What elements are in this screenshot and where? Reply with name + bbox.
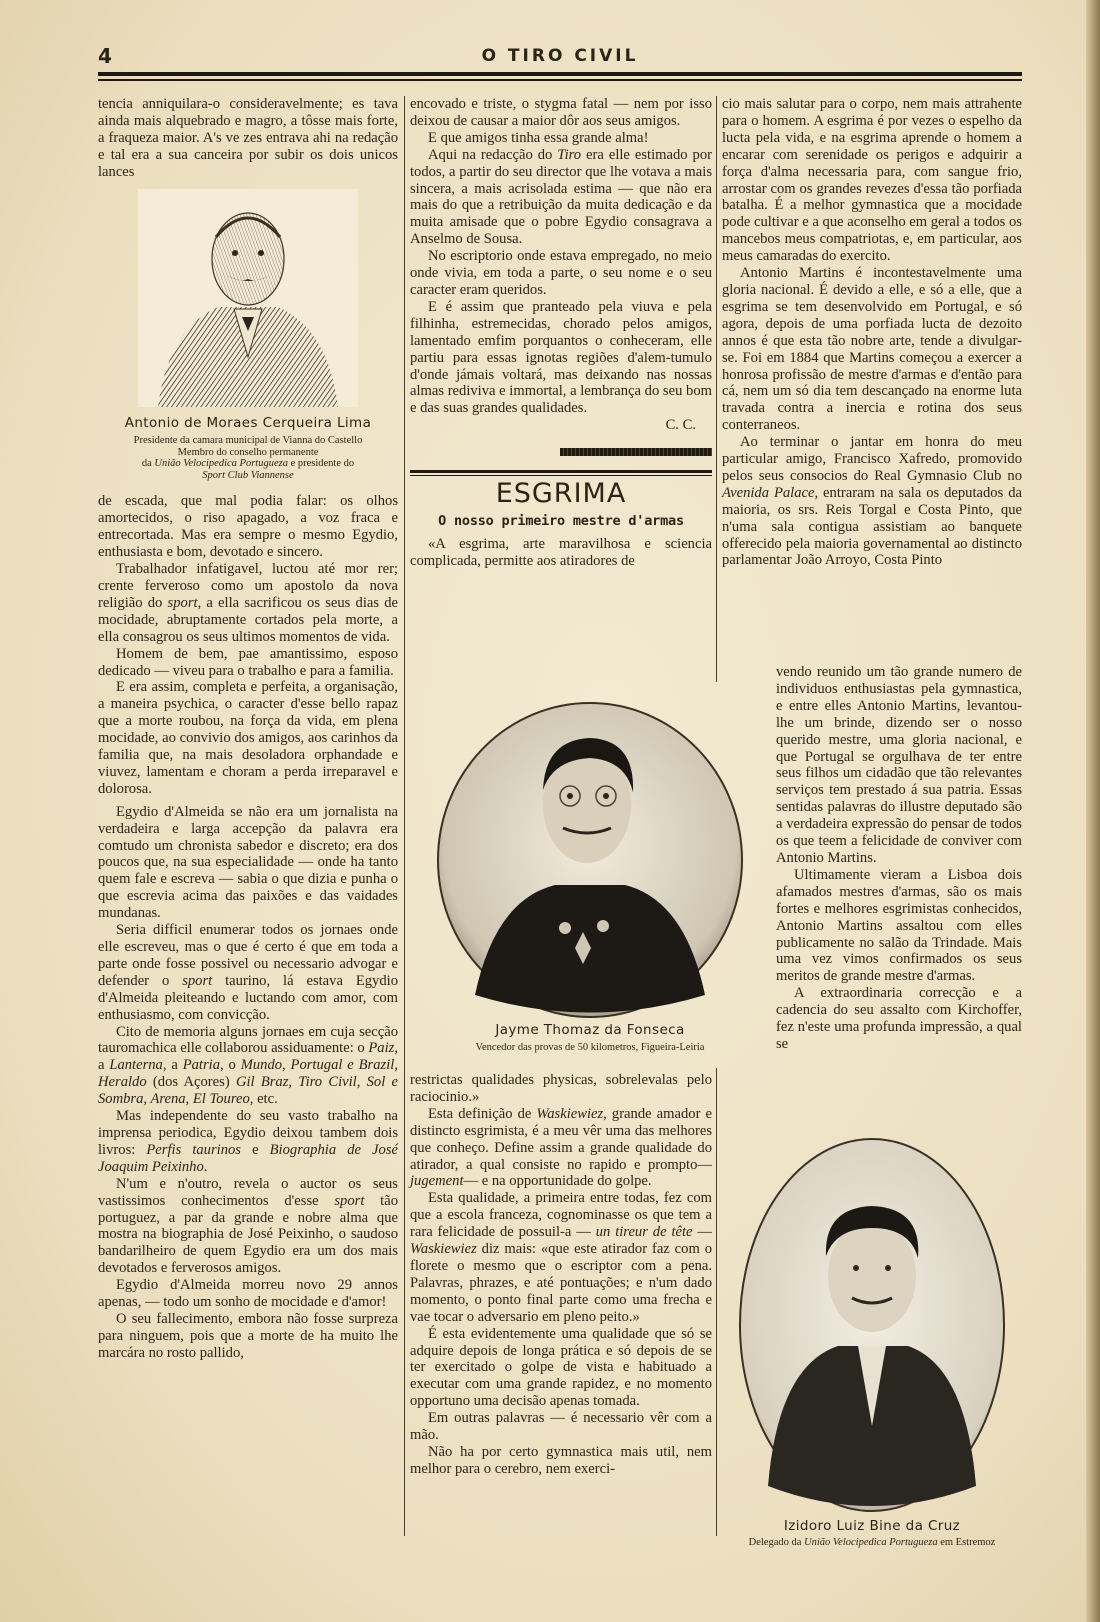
text-italic: sport xyxy=(182,972,213,989)
text: , entraram na sala os deputados da maioria, os srs. Reis Torgal e Costa Pinto, que n'uma sala contigua assistiam ao banquete offerecido pela maioria governamental ao distincto parlamentar João Arroyo, Costa Pinto xyxy=(722,484,1022,569)
paragraph xyxy=(410,1190,712,1325)
text: e xyxy=(241,1141,270,1158)
text: Aqui na redacção do xyxy=(428,146,558,163)
text: , a xyxy=(162,1057,183,1074)
paragraph: «A esgrima, arte maravilhosa e sciencia complicada, permitte aos atiradores de xyxy=(410,535,712,569)
newspaper-title: O TIRO CIVIL xyxy=(481,46,639,66)
text: . xyxy=(203,1158,208,1175)
column-2 xyxy=(410,96,712,570)
text: — e na opportunidade do golpe. xyxy=(463,1173,652,1190)
column-divider xyxy=(404,96,405,1536)
paragraph: No escriptorio onde estava empregado, no meio onde vivia, em toda a parte, o seu nome e o seu caracter eram queridos. xyxy=(410,248,712,298)
page-number: 4 xyxy=(98,44,112,68)
paragraph: de escada, que mal podia falar: os olhos amortecidos, o riso apagado, a voz fraca e entrecortada. Mas era sempre o mesmo Egydio, enthusiasta e bom, devotado e sincero. xyxy=(98,493,398,561)
caption-text: e presidente do xyxy=(287,458,355,470)
text: , o xyxy=(220,1057,241,1074)
caption-italic: União Velocipedica Portugueza xyxy=(804,1537,938,1548)
caption-line: Presidente da camara municipal de Vianna do Castello xyxy=(133,435,363,447)
portrait-photo-cruz xyxy=(738,1136,1006,1514)
column-divider xyxy=(716,96,717,682)
text: — xyxy=(692,1224,712,1241)
caption-text: da xyxy=(141,458,155,470)
text-italic: Waskiewiez xyxy=(410,1241,477,1258)
paragraph: O seu fallecimento, embora não fosse surpreza para ninguem, pois que a morte de ha muito lhe marcára no rosto pallido, xyxy=(98,1310,398,1361)
column-3-narrow xyxy=(776,664,1022,1053)
paragraph: E que amigos tinha essa grande alma! xyxy=(428,129,649,146)
caption-line: Membro do conselho permanente xyxy=(177,446,319,458)
text-italic: Paiz xyxy=(368,1040,395,1057)
paragraph: Homem de bem, pae amantissimo, esposo dedicado — viveu para o trabalho e para a familia. xyxy=(98,645,398,679)
text: diz mais: «que este atirador faz com o florete o mesmo que o escriptor com a pena. Palavras, phrazes, e até pontuações; e n'um dado momento, o ponto final parte como uma frecha e vae tocar o adversario em pleno peito.» xyxy=(410,1241,712,1325)
section-subtitle: O nosso primeiro mestre d'armas xyxy=(438,513,684,530)
text: Esta definição de xyxy=(428,1105,537,1122)
text: era elle estimado por todos, a partir do seu director que lhe votava a mais sincera, a mais acrisolada estima — que não era mais do que a retribuição da muita dedicação e da muita amisade que o pobre Egydio consagrava a Anselmo de Sousa. xyxy=(410,146,712,248)
paragraph: Egydio d'Almeida morreu novo 29 annos apenas, — todo um sonho de mocidade e d'amor! xyxy=(98,1277,398,1311)
caption-italic: União Velocipedica Portugueza xyxy=(154,458,288,470)
text-italic: Tiro xyxy=(557,146,582,163)
text: (dos Açores) xyxy=(146,1074,236,1091)
text-italic: Avenida Palace xyxy=(722,484,815,501)
text: Mas independente do seu vasto trabalho na imprensa periodica, Egydio deixou tambem dois livros: xyxy=(98,1108,398,1158)
text: Trabalhador infatigavel, luctou até mor rer; crente ferveroso como um apostolo da nova religião do xyxy=(98,561,398,611)
paragraph xyxy=(98,1176,398,1277)
paragraph xyxy=(98,561,398,646)
paragraph: cio mais salutar para o corpo, nem mais attrahente para o homem. A esgrima é por vezes o espelho da lucta pela vida, e na esgrima aprende o homem a encarar com serenidade os perigos e adquirir a força d'alma necessaria para, com sangue frio, arrostar com os grandes revezes d'essa tão porfiada batalha. É a melhor gymnastica que a mocidade pode cultivar e a que aconselho em geral a todos os mancebos meus compatriotas, e, em particular, aos meus camaradas do exercito. xyxy=(722,96,1022,265)
text: , a ella sacrificou os seus dias de mocidade, abruptamente cortados pela morte, a ella consagrou os seus ultimos momentos de vida. xyxy=(98,594,398,645)
caption-italic: Sport Club Viannense xyxy=(202,469,294,481)
text: Cito de memoria alguns jornaes em cuja secção tauromachica elle collaborou assiduamente: o xyxy=(98,1023,398,1057)
portrait-name: Jayme Thomaz da Fonseca xyxy=(495,1022,685,1038)
portrait-lima xyxy=(98,189,398,482)
text-italic: Mundo, Portugal e Brazil, Heraldo xyxy=(98,1057,398,1091)
column-1 xyxy=(98,96,398,1362)
text: tão portuguez, a par da grande e nobre alma que mostra na biographia de José Peixinho, o saudoso bandarilheiro de quem Egydio era um dos mais devotados e ferverosos amigos. xyxy=(98,1192,398,1277)
portrait-caption xyxy=(98,435,398,481)
text-italic: sport xyxy=(334,1192,365,1209)
caption-text: em Estremoz xyxy=(937,1537,996,1548)
column-2-continued xyxy=(410,1072,712,1478)
text: , etc. xyxy=(249,1091,278,1108)
paragraph xyxy=(98,1108,398,1176)
text-italic: jugement xyxy=(410,1173,464,1190)
text-italic: Perfis taurinos xyxy=(146,1141,241,1158)
text: Ao terminar o jantar em honra do meu particular amigo, Francisco Xafredo, promovido pelos seus consocios do Real Gymnasio Club no xyxy=(722,434,1022,484)
paragraph: Em outras palavras — é necessario vêr com a mão. xyxy=(410,1410,712,1444)
signature: C. C. xyxy=(665,417,696,434)
portrait-caption: Vencedor das provas de 50 kilometros, Figueira-Leiria xyxy=(475,1042,705,1053)
caption-text: Delegado da xyxy=(748,1537,805,1548)
paragraph: Não ha por certo gymnastica mais util, nem melhor para o cerebro, nem exerci- xyxy=(410,1443,712,1477)
text: , a xyxy=(98,1040,398,1074)
caption-line xyxy=(98,458,398,470)
paragraph xyxy=(722,434,1022,569)
paragraph: A extraordinaria correcção e a cadencia do seu assalto com Kirchoffer, fez n'este uma profunda impressão, a qual se xyxy=(776,985,1022,1052)
text: N'um e n'outro, revela o auctor os seus vastissimos conhecimentos d'esse xyxy=(98,1175,398,1209)
portrait-caption xyxy=(724,1537,1020,1549)
caption-line xyxy=(98,470,398,482)
paragraph xyxy=(98,1024,398,1109)
paragraph xyxy=(410,1106,712,1191)
header-rule xyxy=(98,72,1022,81)
ornament-rule xyxy=(560,448,712,456)
portrait-engraving-lima xyxy=(138,189,358,407)
paragraph: restrictas qualidades physicas, sobrelevalas pelo raciocinio.» xyxy=(410,1072,712,1105)
portrait-name: Antonio de Moraes Cerqueira Lima xyxy=(124,414,372,431)
paragraph: Ultimamente vieram a Lisboa dois afamados mestres d'armas, são os mais fortes e melhores esgrimistas conhecidos, Antonio Martins assaltou com elles publicamente no salão da Trindade. Mais uma vez vimos confirmados os seus meritos de grande mestre d'armas. xyxy=(776,866,1022,985)
column-3 xyxy=(722,96,1022,569)
text: taurino, lá estava Egydio d'Almeida pleiteando e luctando com amor, com enthusiasmo, com convicção. xyxy=(98,972,399,1023)
text-italic: Lanterna xyxy=(109,1057,163,1074)
section-title: ESGRIMA xyxy=(495,478,627,510)
text: Esta qualidade, a primeira entre todas, fez com que a escola franceza, cognominasse os que tem a rara felicidade de possuil-a — xyxy=(410,1190,712,1241)
portrait-fonseca xyxy=(430,700,750,1054)
paragraph: tencia anniquilara-o consideravelmente; es tava ainda mais alquebrado e magro, a tôsse mais forte, a fraqueza maior. A's ve zes entrava ahi na redação e tal era a sua canceira por subir os dois unicos lances xyxy=(98,96,398,180)
text: Seria difficil enumerar todos os jornaes onde elle escreveu, mas o que é certo é que em toda a parte onde fosse possivel ou necessario advogar e defender o xyxy=(98,922,398,989)
text: , grande amador e distincto esgrimista, é a meu vêr uma das melhores que conheço. Define assim a grande qualidade do atirador, a qual consiste no rapido e prompto— xyxy=(410,1105,712,1173)
page-edge xyxy=(1086,0,1100,1622)
text-italic: Gil Braz, Tiro Civil, Sol e Sombra, Arena, El Toureo xyxy=(98,1074,399,1108)
paragraph: vendo reunido um tão grande numero de individuos enthusiastas pela gymnastica, e entre elles Antonio Martins, levantou-lhe um brinde, dizendo ser o nosso querido mestre, uma gloria nacional, e que Portugal se orgulhava de ter entre seus filhos um cidadão que tão relevantes serviços tem prestado á sua patria. Essas sentidas palavras do illustre deputado são a verdadeira expressão do pensar de todos os que teem a felicidade de conviver com Antonio Martins. xyxy=(776,664,1022,866)
portrait-name: Izidoro Luiz Bine da Cruz xyxy=(783,1518,961,1534)
paragraph xyxy=(98,922,398,1023)
text-italic: Patria xyxy=(182,1057,221,1074)
text-italic: Biographia de José Joaquim Peixinho xyxy=(98,1141,398,1175)
column-divider xyxy=(716,1068,717,1536)
text-italic: un tireur de tête xyxy=(595,1224,693,1241)
paragraph: É esta evidentemente uma qualidade que só se adquire depois de longa prática e só depois de se ter exercitado o golpe de vista e habituado a executar com uma grande rapidez, e no momento opportuno uma decisão apenas tomada. xyxy=(410,1325,712,1410)
paragraph: Antonio Martins é incontestavelmente uma gloria nacional. É devido a elle, e só a elle, que a esgrima se tem desenvolvido em Portugal, e só agora, depois de uma porfiada lucta de dezoito annos é que esta tão nobre arte, tende a divulgar-se. Foi em 1884 que Martins começou a exercer a honrosa profissão de mestre d'armas e d'então para cá, nem um só dia tem descançado na enorme luta travada contra a inercia e rotina dos seus conterraneos. xyxy=(722,265,1022,434)
paragraph: encovado e triste, o stygma fatal — nem por isso deixou de causar a maior dôr aos seus amigos. xyxy=(410,96,712,129)
text-italic: Waskiewiez xyxy=(536,1105,604,1122)
section-rule xyxy=(410,470,712,476)
text-italic: sport xyxy=(167,594,198,611)
paragraph: E é assim que pranteado pela viuva e pela filhinha, estremecidas, chorado pelos amigos, lamentado emfim porquantos o conheceram, elle partiu para essas ignotas regiões d'alem-tumulo d'onde jámais voltará, mas deixando nas nossas almas rediviva e immortal, a lembrança do seu bom e das suas grandes qualidades. xyxy=(410,298,712,417)
portrait-photo-fonseca xyxy=(435,700,745,1020)
paragraph: Egydio d'Almeida se não era um jornalista na verdadeira e larga accepção da palavra era comtudo um chronista sabedor e discreto; era dos poucos que, na sua especialidade — onde ha tanto quem fale e escreva — sabia o que dizia e punha o que escrevia acima das paixões e das vaidades mundanas. xyxy=(98,803,398,922)
portrait-cruz xyxy=(724,1136,1020,1549)
paragraph xyxy=(410,147,712,248)
paragraph: E era assim, completa e perfeita, a organisação, a maneira psychica, o caracter d'esse bello rapaz que a morte roubou, na força da vida, em plena mocidade, ao convivio dos amigos, aos carinhos da familia que, na mais desoladora orphandade e viuvez, lamentam e choram a perda irreparavel e dolorosa. xyxy=(98,679,398,797)
